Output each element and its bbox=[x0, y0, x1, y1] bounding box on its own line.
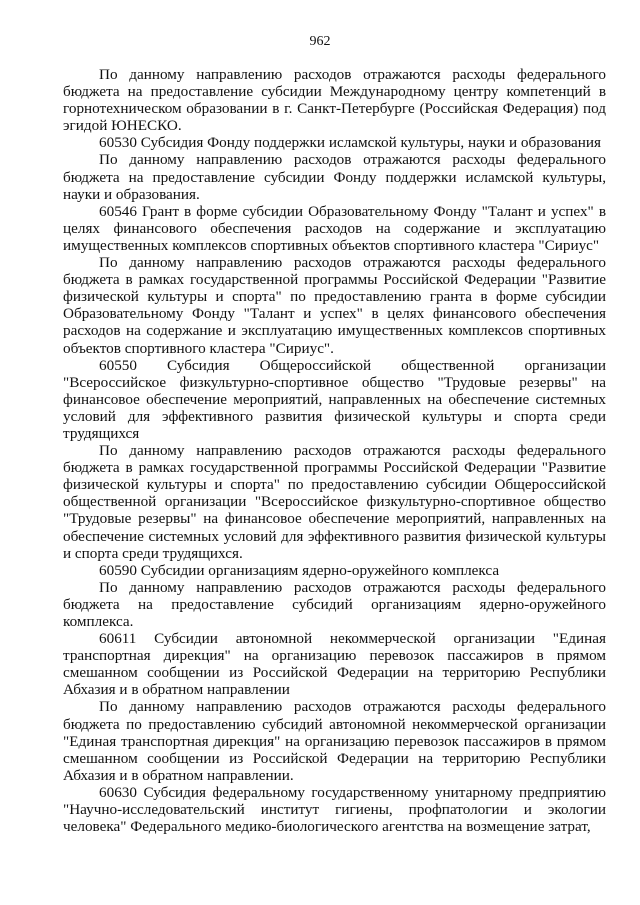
paragraph-9: По данному направлению расходов отражаются расходы федерального бюджета на предоставление субсидий организациям ядерно-оружейного комплекса. bbox=[63, 578, 606, 630]
paragraph-10: 60611 Субсидии автономной некоммерческой организации "Единая транспортная дирекция" на организацию перевозок пассажиров в прямом смешанном сообщении из Российской Федерации на территорию Республики Абхазия и в обратном направлении bbox=[63, 630, 606, 699]
paragraph-3: По данному направлению расходов отражаются расходы федерального бюджета на предоставление субсидии Фонду поддержки исламской культуры, науки и образования. bbox=[63, 151, 606, 203]
paragraph-2: 60530 Субсидия Фонду поддержки исламской культуры, науки и образования bbox=[99, 134, 601, 152]
paragraph-12: 60630 Субсидия федеральному государственному унитарному предприятию "Научно-исследовательский институт гигиены, профпатологии и экологии человека" Федерального медико-биологического агентства на возмещение затрат, bbox=[63, 783, 606, 836]
document-body bbox=[63, 66, 606, 835]
paragraph-11: По данному направлению расходов отражаются расходы федерального бюджета по предоставлению субсидий автономной некоммерческой организации "Единая транспортная дирекция" на организацию перевозок пассажиров в прямом смешанном сообщении из Российской Федерации на территорию Республики Абхазия и в обратном направлении. bbox=[63, 698, 606, 784]
page-number: 962 bbox=[309, 34, 331, 49]
paragraph-4: 60546 Грант в форме субсидии Образовательному Фонду "Талант и успех" в целях финансового обеспечения расходов на содержание и эксплуатацию имущественных комплексов спортивных объектов спортивного кластера "Сириус" bbox=[63, 202, 606, 254]
paragraph-1: По данному направлению расходов отражаются расходы федерального бюджета на предоставление субсидии Международному центру компетенций в горнотехническом образовании в г. Санкт-Петербурге (Российская Федерация) под эгидой ЮНЕСКО. bbox=[63, 66, 606, 135]
paragraph-8: 60590 Субсидии организациям ядерно-оружейного комплекса bbox=[99, 561, 500, 579]
paragraph-5: По данному направлению расходов отражаются расходы федерального бюджета в рамках государственной программы Российской Федерации "Развитие физической культуры и спорта" по предоставлению гранта в форме субсидии Образовательному Фонду "Талант и успех" в целях финансового обеспечения расходов на содержание и эксплуатацию имущественных комплексов спортивных объектов спортивного кластера "Сириус". bbox=[63, 254, 606, 357]
paragraph-7: По данному направлению расходов отражаются расходы федерального бюджета в рамках государственной программы Российской Федерации "Развитие физической культуры и спорта" по предоставлению субсидии Общероссийской общественной организации "Всероссийское физкультурно-спортивное общество "Трудовые резервы" на финансовое обеспечение мероприятий, направленных на обеспечение системных условий для эффективного развития физической культуры и спорта среди трудящихся. bbox=[63, 442, 606, 562]
paragraph-6: 60550 Субсидия Общероссийской общественной организации "Всероссийское физкультурно-спортивное общество "Трудовые резервы" на финансовое обеспечение мероприятий, направленных на обеспечение системных условий для эффективного развития физической культуры и спорта среди трудящихся bbox=[63, 356, 606, 442]
